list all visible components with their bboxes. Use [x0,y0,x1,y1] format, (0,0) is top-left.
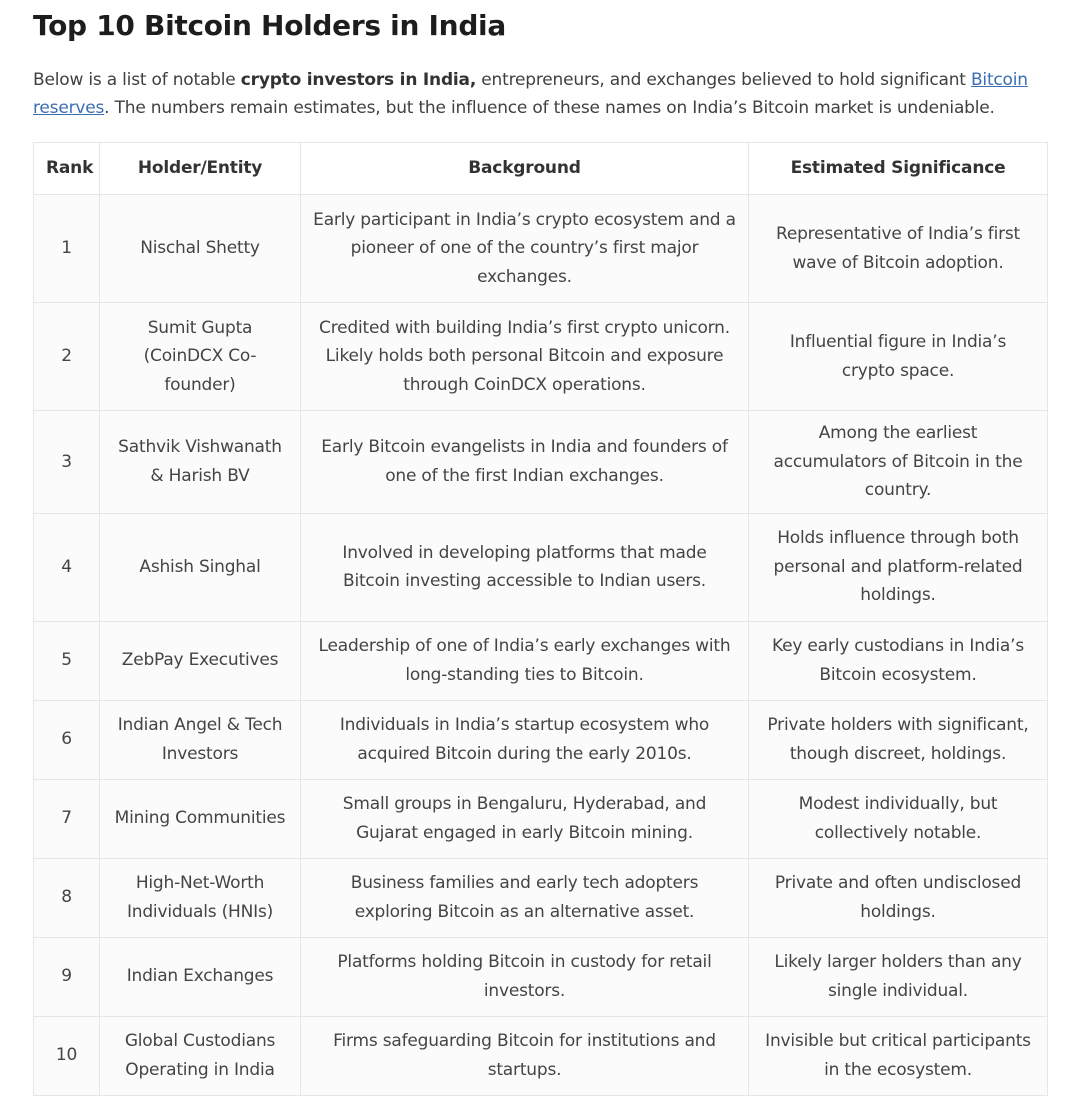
article-title: Top 10 Bitcoin Holders in India [33,9,506,42]
background-cell: Leadership of one of India’s early exchanges with long-standing ties to Bitcoin. [301,621,749,700]
intro-paragraph [33,66,1047,122]
significance-cell: Private holders with significant, though discreet, holdings. [749,700,1048,779]
intro-text-2: entrepreneurs, and exchanges believed to hold significant [476,70,971,90]
holders-table [33,142,1048,1096]
holder-cell: ZebPay Executives [100,621,301,700]
rank-cell: 7 [34,779,100,858]
background-cell: Individuals in India’s startup ecosystem who acquired Bitcoin during the early 2010s. [301,700,749,779]
table-row [34,195,1048,303]
significance-cell: Holds influence through both personal and platform-related holdings. [749,513,1048,621]
holder-cell: High-Net-Worth Individuals (HNIs) [100,858,301,937]
holder-cell: Mining Communities [100,779,301,858]
background-cell: Involved in developing platforms that made Bitcoin investing accessible to Indian users. [301,513,749,621]
header-background: Background [301,143,749,195]
significance-cell: Key early custodians in India’s Bitcoin ecosystem. [749,621,1048,700]
holder-cell: Sathvik Vishwanath & Harish BV [100,411,301,514]
intro-text-3: . The numbers remain estimates, but the influence of these names on India’s Bitcoin market is undeniable. [104,98,995,118]
header-holder: Holder/Entity [100,143,301,195]
table-row [34,858,1048,937]
table-row [34,1016,1048,1095]
rank-cell: 5 [34,621,100,700]
significance-cell: Likely larger holders than any single individual. [749,937,1048,1016]
background-cell: Early participant in India’s crypto ecosystem and a pioneer of one of the country’s first major exchanges. [301,195,749,303]
rank-cell: 2 [34,303,100,411]
significance-cell: Private and often undisclosed holdings. [749,858,1048,937]
table-row [34,937,1048,1016]
significance-cell: Representative of India’s first wave of Bitcoin adoption. [749,195,1048,303]
holder-cell: Indian Angel & Tech Investors [100,700,301,779]
holder-cell: Indian Exchanges [100,937,301,1016]
background-cell: Platforms holding Bitcoin in custody for retail investors. [301,937,749,1016]
background-cell: Small groups in Bengaluru, Hyderabad, and Gujarat engaged in early Bitcoin mining. [301,779,749,858]
significance-cell: Among the earliest accumulators of Bitcoin in the country. [749,411,1048,514]
table-row [34,513,1048,621]
table-row [34,779,1048,858]
table-row [34,303,1048,411]
holder-cell: Sumit Gupta (CoinDCX Co-founder) [100,303,301,411]
rank-cell: 9 [34,937,100,1016]
significance-cell: Influential figure in India’s crypto space. [749,303,1048,411]
header-significance: Estimated Significance [749,143,1048,195]
table-row [34,411,1048,514]
rank-cell: 8 [34,858,100,937]
table-row [34,621,1048,700]
rank-cell: 1 [34,195,100,303]
table-row [34,700,1048,779]
holder-cell: Global Custodians Operating in India [100,1016,301,1095]
intro-bold-text: crypto investors in India, [240,70,477,90]
header-rank: Rank [34,143,100,195]
significance-cell: Invisible but critical participants in the ecosystem. [749,1016,1048,1095]
bitcoin-reserves-link[interactable]: Bitcoin reserves [33,70,1028,118]
rank-cell: 4 [34,513,100,621]
background-cell: Firms safeguarding Bitcoin for institutions and startups. [301,1016,749,1095]
rank-cell: 6 [34,700,100,779]
background-cell: Early Bitcoin evangelists in India and founders of one of the first Indian exchanges. [301,411,749,514]
rank-cell: 10 [34,1016,100,1095]
holder-cell: Nischal Shetty [100,195,301,303]
background-cell: Credited with building India’s first crypto unicorn. Likely holds both personal Bitcoin and exposure through CoinDCX operations. [301,303,749,411]
significance-cell: Modest individually, but collectively notable. [749,779,1048,858]
background-cell: Business families and early tech adopters exploring Bitcoin as an alternative asset. [301,858,749,937]
table-header-row [34,143,1048,195]
intro-text-1: Below is a list of notable [33,70,241,90]
rank-cell: 3 [34,411,100,514]
holder-cell: Ashish Singhal [100,513,301,621]
